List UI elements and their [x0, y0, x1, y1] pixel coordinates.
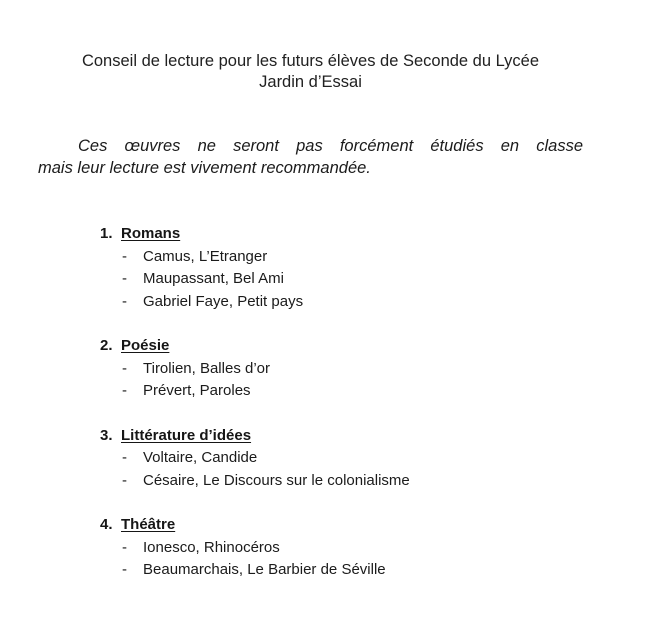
intro-paragraph [38, 135, 583, 179]
dash-bullet: - [122, 538, 127, 556]
dash-bullet: - [122, 247, 127, 265]
book-item [38, 268, 583, 291]
book-title: Gabriel Faye, Petit pays [143, 292, 304, 310]
dash-bullet: - [122, 270, 127, 287]
book-title: Ionesco, Rhinocéros [143, 538, 280, 556]
book-title: Prévert, Paroles [143, 382, 251, 399]
book-item [38, 447, 583, 470]
dash-bullet: - [122, 382, 127, 399]
section-heading [38, 425, 583, 448]
section-number: 3. [100, 426, 113, 444]
dash-bullet: - [122, 449, 127, 466]
book-item [38, 358, 583, 381]
book-title: Césaire, Le Discours sur le colonialisme [143, 471, 410, 489]
dash-bullet: - [122, 471, 127, 489]
book-title: Tirolien, Balles d’or [143, 359, 270, 377]
section-theatre [38, 514, 583, 582]
book-item [38, 380, 583, 403]
section-heading [38, 223, 583, 246]
book-item [38, 470, 583, 493]
book-item [38, 559, 583, 582]
book-title: Voltaire, Candide [143, 449, 258, 466]
section-heading-text: Théâtre [121, 516, 176, 533]
dash-bullet: - [122, 292, 127, 310]
section-number: 4. [100, 516, 113, 533]
section-number: 2. [100, 337, 113, 354]
dash-bullet: - [122, 561, 127, 578]
dash-bullet: - [122, 359, 127, 377]
section-heading [38, 514, 583, 537]
section-heading-text: Littérature d’idées [121, 426, 252, 444]
document-content [38, 0, 583, 604]
intro-line-1: Ces œuvres ne seront pas forcément étudiés en classe [78, 137, 583, 155]
book-title: Camus, L’Etranger [143, 247, 268, 265]
section-litterature-idees [38, 425, 583, 493]
book-title: Maupassant, Bel Ami [143, 270, 284, 287]
section-heading-text: Romans [121, 225, 181, 242]
book-item [38, 537, 583, 560]
document-title [38, 51, 583, 93]
book-title: Beaumarchais, Le Barbier de Séville [143, 561, 386, 578]
book-item [38, 246, 583, 269]
section-poesie [38, 335, 583, 403]
title-line-2: Jardin d’Essai [259, 73, 362, 91]
intro-line-2: mais leur lecture est vivement recommandée. [38, 159, 371, 177]
reading-list [38, 223, 583, 582]
book-item [38, 291, 583, 314]
section-heading [38, 335, 583, 358]
section-romans [38, 223, 583, 313]
section-heading-text: Poésie [121, 337, 170, 354]
section-number: 1. [100, 225, 113, 242]
title-line-1: Conseil de lecture pour les futurs élèves de Seconde du Lycée [81, 52, 540, 70]
